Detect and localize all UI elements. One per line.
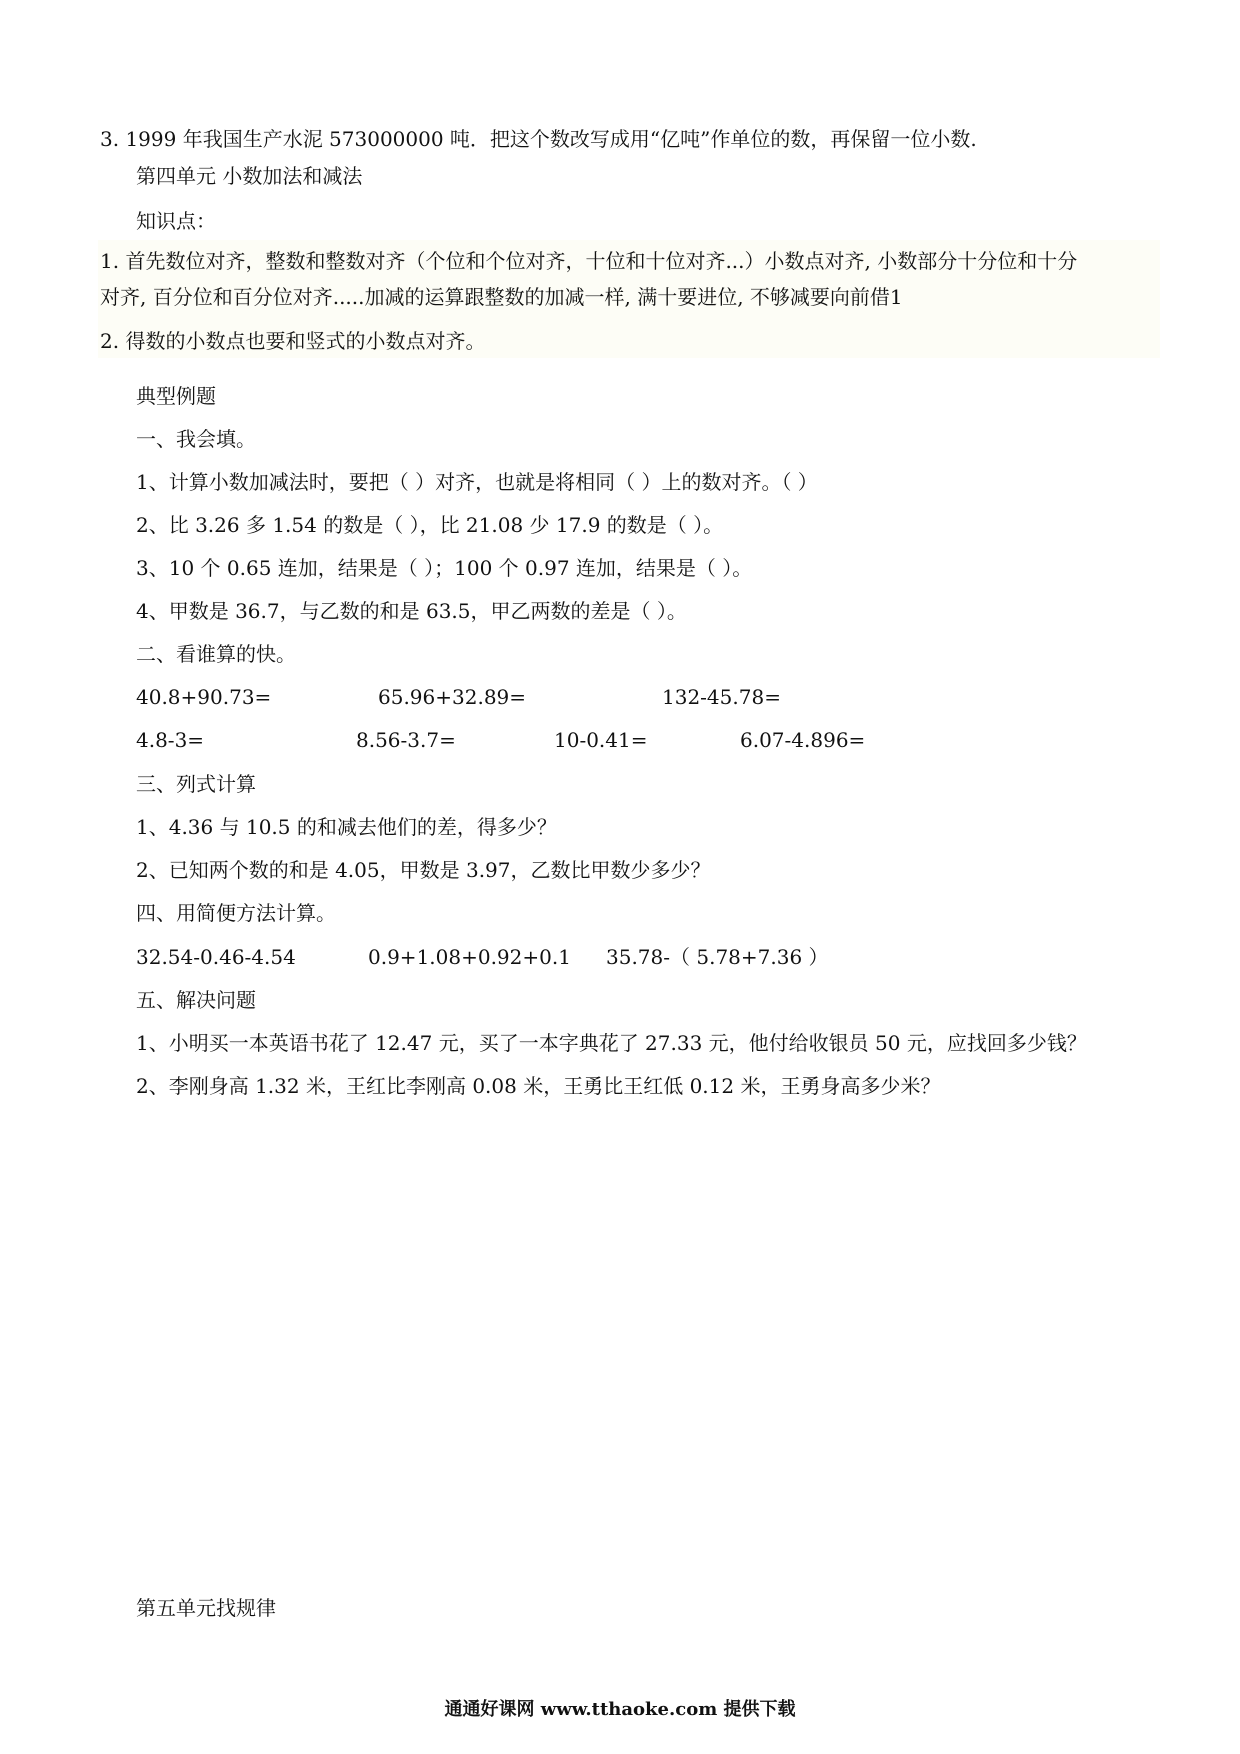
- section-5-title: 五、解决问题: [136, 988, 256, 1012]
- formula-item-2: 2、已知两个数的和是 4.05，甲数是 3.97，乙数比甲数少多少？: [136, 858, 711, 882]
- formula-item-1: 1、4.36 与 10.5 的和减去他们的差，得多少？: [136, 815, 557, 839]
- unit5-title: 第五单元找规律: [136, 1596, 276, 1620]
- section-1-title: 一、我会填。: [136, 427, 256, 451]
- calc-7: 6.07-4.896=: [740, 728, 866, 752]
- knowledge-point-1-line-1: 1. 首先数位对齐，整数和整数对齐（个位和个位对齐，十位和十位对齐...）小数点对齐, 小数部分十分位和十分: [100, 249, 1078, 273]
- fill-item-1: 1、计算小数加减法时，要把（ ）对齐，也就是将相同（ ）上的数对齐。（ ）: [136, 470, 818, 494]
- calc-3: 132-45.78=: [662, 685, 781, 709]
- problem-item-1: 1、小明买一本英语书花了 12.47 元，买了一本字典花了 27.33 元，他付给收银员 50 元，应找回多少钱？: [136, 1031, 1087, 1055]
- simple-calc-3: 35.78-（ 5.78+7.36 ）: [606, 945, 829, 969]
- calc-6: 10-0.41=: [554, 728, 648, 752]
- examples-heading: 典型例题: [136, 384, 216, 408]
- section-4-title: 四、用简便方法计算。: [136, 901, 336, 925]
- question-3: 3. 1999 年我国生产水泥 573000000 吨．把这个数改写成用“亿吨”作单位的数，再保留一位小数.: [100, 127, 977, 151]
- calc-1: 40.8+90.73=: [136, 685, 272, 709]
- simple-calc-2: 0.9+1.08+0.92+0.1: [368, 945, 571, 969]
- calc-4: 4.8-3=: [136, 728, 205, 752]
- calc-2: 65.96+32.89=: [378, 685, 527, 709]
- section-2-title: 二、看谁算的快。: [136, 642, 296, 666]
- problem-item-2: 2、李刚身高 1.32 米，王红比李刚高 0.08 米，王勇比王红低 0.12 米，王勇身高多少米？: [136, 1074, 941, 1098]
- unit4-title: 第四单元 小数加法和减法: [136, 164, 363, 188]
- knowledge-point-1-line-2: 对齐, 百分位和百分位对齐.....加减的运算跟整数的加减一样, 满十要进位, 不够减要向前借1: [100, 285, 903, 309]
- calc-5: 8.56-3.7=: [356, 728, 456, 752]
- knowledge-point-2: 2. 得数的小数点也要和竖式的小数点对齐。: [100, 329, 486, 353]
- knowledge-heading: 知识点：: [136, 209, 216, 233]
- fill-item-4: 4、甲数是 36.7，与乙数的和是 63.5，甲乙两数的差是（ ）。: [136, 599, 687, 623]
- fill-item-3: 3、10 个 0.65 连加，结果是（ ）；100 个 0.97 连加，结果是（ ）。: [136, 556, 753, 580]
- page-footer: 通通好课网 www.tthaoke.com 提供下载: [444, 1699, 796, 1720]
- simple-calc-1: 32.54-0.46-4.54: [136, 945, 296, 969]
- section-3-title: 三、列式计算: [136, 772, 256, 796]
- fill-item-2: 2、比 3.26 多 1.54 的数是（ ），比 21.08 少 17.9 的数是（ ）。: [136, 513, 724, 537]
